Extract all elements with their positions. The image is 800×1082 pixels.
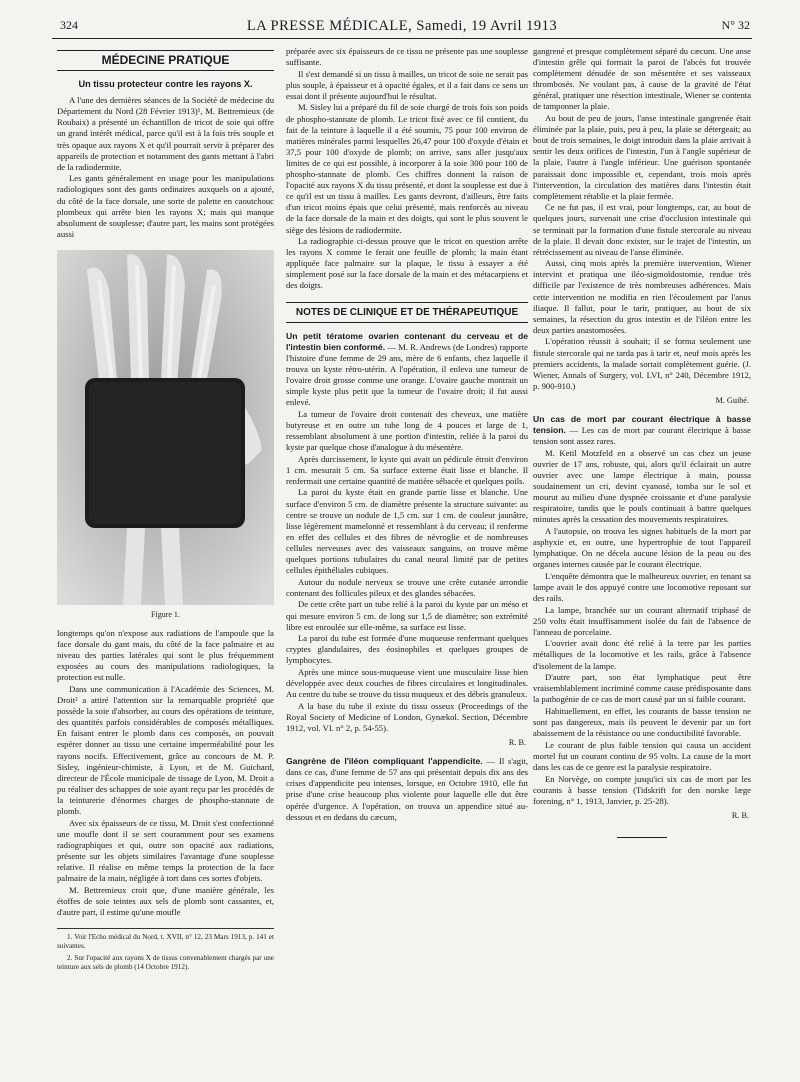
- paragraph: Les gants généralement en usage pour les manipulations radiologiques sont des gants ordinaires auxquels on a ajouté, du côté de la face dorsale, une sorte de palette en caoutchouc plombeux qui arrête bien les rayons X; mais qui manque absolument de souplesse; d'autre part, les mains sont protégées aussi: [57, 173, 274, 239]
- column-3: [533, 46, 751, 1076]
- paragraph: Au bout de peu de jours, l'anse intestinale gangrenée était éliminée par la plaie, puis, peu à peu, la plaie se détergeait; au bout de trois semaines, le doigt introduit dans la plaie arrivait à sentir les deux orifices de l'intestin, l'un à l'angle supérieur de la plaie, l'autre à l'angle inférieur. Une guérison spontanée paraissait donc impossible et, cependant, trois mois après l'intervention, la circulation des matières dans l'intestin était complètement rétablie et la plaie fermée.: [533, 113, 751, 201]
- paragraph: La paroi du kyste était en grande partie lisse et blanche. Une surface d'environ 5 cm. de diamètre présente la structure suivante: au centre se trouve un nodule de 1,5 cm. sur 1 cm. de couleur jaunâtre, lisse légèrement mamelonné et ressemblant à du cerveau; il renferme en effet des cellules et des fibres de névroglie et de nombreuses cellules nerveuses avec des vaisseaux sanguins, on trouve même quelques portions tubulaires du canal neural limité par de petites cellules épithéliales cubiques.: [286, 487, 528, 576]
- paragraph: D'autre part, son état lymphatique peut être vraisemblablement incriminé comme cause prédisposante dans la pathogénie de ce cas de mort causé par un si faible courant.: [533, 672, 751, 705]
- column-1: [57, 46, 274, 1076]
- article-title-gangrene: Gangrène de l'iléon compliquant l'appendicite.: [286, 756, 483, 767]
- paragraph: M. Ketil Motzfeld en a observé un cas chez un jeune ouvrier de 17 ans, robuste, qui, alors qu'il éclairait un autre ouvrier avec une lampe électrique à main, poussa soudainement un cri, devint cyanosé, tomba sur le sol et mourut au milieu d'une dyspnée croissante et d'une paralysie respiratoire, tandis que le pouls continuait à battre quelques minutes après la cessation des mouvements respiratoires.: [533, 447, 751, 525]
- paragraph: Après une mince sous-muqueuse vient une musculaire lisse bien développée avec deux couches de fibres circulaires et longitudinales. Au centre du tube se trouve du tissu muqueux et des débris granuleux.: [286, 666, 528, 700]
- footnote-2: 2. Sur l'opacité aux rayons X de tissus convenablement chargés par une teinture aux sels de plomb (14 Octobre 1912).: [57, 953, 274, 972]
- paragraph: — Il s'agit, dans ce cas, d'une femme de 57 ans qui présentait depuis dix ans des crises d'appendicite peu intenses, lorsque, en Octobre 1910, elle fut prise d'une crise beaucoup plus violente pour laquelle elle dut être opérée d'urgence. A l'opération, on trouva un appendice situé au-dessous et en dedans du cæcum,: [286, 756, 528, 822]
- paragraph: La tumeur de l'ovaire droit contenait des cheveux, une matière butyreuse et en outre un tube long de 4 pouces et large de 1, ressemblant absolument à une portion d'intestin, reliée à la paroi du kyste par quelque chose d'analogue à du mésentère.: [286, 408, 528, 453]
- journal-title: LA PRESSE MÉDICALE, Samedi, 19 Avril 1913: [246, 18, 558, 34]
- paragraph: Dans une communication à l'Académie des Sciences, M. Droit² a attiré l'attention sur la remarquable propriété que possède la soie d'absorber, au cours des opérations de teinture, des quantités parfois considérables de composés métalliques. En faisant entrer le plomb dans ces composés, on pouvait espérer donner au tissu une certaine imperméabilité pour les rayons nocifs. Effectivement, grâce au concours de M. P. Sisley, ingénieur-chimiste, à Lyon, et de M. Guichard, directeur de l'École municipale de tissage de Lyon, M. Droit a pu réaliser des schappes de soie ayant reçu par les procédés de la teinturerie d'énormes charges de phospho-stannate de plomb.: [57, 683, 274, 816]
- article-title-tissu-protecteur: Un tissu protecteur contre les rayons X.: [78, 79, 253, 90]
- paragraph: Ce ne fut pas, il est vrai, pour longtemps, car, au bout de quelques jours, survenait une crise d'occlusion intestinale qui se terminait par la formation d'une fistule stercorale au niveau de la plaie. Il devait donc exister, sur le trajet de l'intestin, un rétrécissement au niveau de l'anse éliminée.: [533, 202, 751, 257]
- paragraph: L'opération réussit à souhait; il se forma seulement une fistule stercorale qui ne tarda pas à tarir et, neuf mois après les premiers accidents, la malade sortait complètement guérie. (J. Wiener, Annals of Surgery, vol. LVI, n° 240, Décembre 1912, p. 900-910.): [533, 336, 751, 391]
- x-ray-hand-image: [57, 250, 274, 605]
- paragraph: M. Bettremieux croit que, d'une manière générale, les étoffes de soie teintes aux sels de plomb sont cassantes, et, d'autre part, il estime qu'une moufle: [57, 884, 274, 917]
- paragraph: gangrené et presque complètement séparé du cæcum. Une anse d'intestin grêle qui formait la paroi de l'abcès fut trouvée complètement dénudée de son mésentère et ses vaisseaux thrombosés. Ne voulant pas, à cause de la gravité de l'état général, pratiquer une résection intestinale, Wiener se contenta de tamponner la plaie.: [533, 46, 751, 112]
- section-title-notes-clinique: NOTES DE CLINIQUE ET DE THÉRAPEUTIQUE: [286, 302, 528, 323]
- footnote-1: 1. Voir l'Echo médical du Nord, t. XVII, n° 12, 23 Mars 1913, p. 141 et suivantes.: [57, 932, 274, 951]
- paragraph: M. Sisley lui a préparé du fil de soie chargé de trois fois son poids de phospho-stannate de plomb. Le tricot fixé avec ce fil contient, du fait de la teinture à laquelle il a été soumis, 75 pour 100 environ de matières minérales parmi lesquelles 26,47 pour 100 d'oxyde d'étain et 37,5 pour 100 d'oxyde de plomb; on arrive, sans aller jusqu'aux limites de ce qui est possible, à incorporer à la soie 300 pour 100 de phospho-stannate de plomb. Ces chiffres donnent la raison de l'opacité aux rayons X du tissu présenté, et dont la souplesse est due à ce qu'il est un tissu à mailles. Les gants devront, d'ailleurs, être faits d'un tricot moins épais que celui présenté, mais renforcés au niveau de la face dorsale de la main et des doigts, qui sont le plus souvent le siège des lésions de radiodermite.: [286, 102, 528, 235]
- paragraph: L'ouvrier avait donc été relié à la terre par les parties métalliques de la locomotive et les rails, grâce à l'absence d'isolement de la lampe.: [533, 638, 751, 671]
- paragraph: — Les cas de mort par courant électrique à basse tension sont assez rares.: [533, 425, 751, 447]
- paragraph: La paroi du tube est formée d'une muqueuse renfermant quelques cryptes glandulaires, des éosinophiles et quelques groupes de lymphocytes.: [286, 633, 528, 666]
- paragraph: L'enquête démontra que le malheureux ouvrier, en tenant sa lampe avait le dos appuyé contre une locomotive reposant sur des rails.: [533, 570, 751, 603]
- figure-caption: Figure 1.: [151, 609, 180, 619]
- footnotes: [57, 928, 274, 973]
- x-ray-hand-figure: [57, 250, 274, 605]
- paragraph: Habituellement, en effet, les courants de basse tension ne sont pas dangereux, mais ils peuvent le devenir par un fort abaissement de la résistance ou une conductibilité favorable.: [533, 705, 751, 739]
- paragraph: préparée avec six épaisseurs de ce tissu ne présente pas une souplesse suffisante.: [286, 46, 528, 68]
- article-title-mort-courant: Un cas de mort par courant électrique à basse tension.: [533, 414, 751, 436]
- paragraph: A l'une des dernières séances de la Société de médecine du Département du Nord (28 Février 1913)¹, M. Bettremieux (de Roubaix) a présenté un échantillon de tricot de soie qui offre un grand intérêt médical, parce qu'il est à la fois très souple et très opaque aux rayons X et qu'il pourrait servir à préparer des appareils de protection et notamment des gants mettant à l'abri de la radiodermite.: [57, 95, 274, 172]
- page-header: [52, 12, 752, 39]
- paragraph: longtemps qu'on n'expose aux radiations de l'ampoule que la face dorsale du gant mais, du côté de la face palmaire et au niveau des parties latérales qui sont le plus fréquemment exposées au cours des manipulations radiologiques, la protection est nulle.: [57, 628, 274, 683]
- page-number: 324: [60, 18, 78, 32]
- paragraph: Après durcissement, le kyste qui avait un pédicule étroit d'environ 1 cm. mesurait 5 cm. Sa surface externe était lisse et blanche. Il renfermait une certaine quantité de matière sébacée et quelques poils.: [286, 453, 528, 486]
- paragraph: A la base du tube il existe du tissu osseux (Proceedings of the Royal Society of Medicine of London, Gynækol. Section, Décembre 1912, vol. VI. n° 2, p. 54-55).: [286, 700, 528, 733]
- section-title-medecine-pratique: MÉDECINE PRATIQUE: [57, 50, 274, 71]
- paragraph: — M. R. Andrews (de Londres) rapporte l'histoire d'une femme de 29 ans, mère de 6 enfants, chez laquelle il trouva un kyste rétro-utérin. A l'opération, il enleva une tumeur de l'ovaire droit grosse comme une orange. L'ovaire gauche montrait un simple kyste plus petit que la tumeur de l'ovaire droit; il fut aussi enlevé.: [286, 341, 528, 408]
- article-title-teratome: Un petit tératome ovarien contenant du cerveau et de l'intestin bien conformé.: [286, 330, 528, 352]
- signature: M. Guibé.: [715, 395, 749, 405]
- paragraph: Autour du nodule nerveux se trouve une crête cutanée arrondie contenant des follicules pileux et des glandes sébacées.: [286, 576, 528, 598]
- paragraph: En Norvège, on compte jusqu'ici six cas de mort par les courants à basse tension (Tidskrift for den norske læge forening, n° 1, 1913, Janvier, p. 25-28).: [533, 773, 751, 806]
- paragraph: La radiographie ci-dessus prouve que le tricot en question arrête les rayons X comme le ferait une feuille de plomb; la main étant appliquée face palmaire sur la plaque, le tissu à essayer a été simplement posé sur la face dorsale de la main et des métacarpiens et des doigts.: [286, 236, 528, 291]
- paragraph: Aussi, cinq mois après la première intervention, Wiener intervint et pratiqua une iléo-sigmoïdostomie, rendue très difficile par l'existence de très nombreuses adhérences. Mais cette intervention ne modifia en rien l'écoulement par l'anus iliaque. Il fallut, pour le tarir, pratiquer, au bout de six semaines, la résection du gros intestin et de l'iléon entre les deux parties anastomosées.: [533, 258, 751, 335]
- signature: R. B.: [731, 810, 749, 820]
- signature: R. B.: [508, 738, 526, 748]
- paragraph: A l'autopsie, on trouva les signes habituels de la mort par asphyxie et, en outre, une hypertrophie de tout l'appareil lymphatique. On ne décela aucune lésion de la peau ou des organes internes causée par le courant électrique.: [533, 525, 751, 570]
- column-2: [286, 46, 528, 1076]
- issue-number: N° 32: [721, 18, 750, 32]
- paragraph: La lampe, branchée sur un courant alternatif triphasé de 250 volts était insuffisamment isolée du fait de l'absence de l'anneau de porcelaine.: [533, 604, 751, 637]
- paragraph: Il s'est demandé si un tissu à mailles, un tricot de soie ne serait pas plus souple, à épaisseur et à opacité égales, et il a fait dans ce sens un essai dont il présente aujourd'hui le résultat.: [286, 68, 528, 101]
- paragraph: De cette crête part un tube relié à la paroi du kyste par un méso et qui mesure environ 5 cm. de long sur 1,5 de diamètre; son extrémité libre est enroulée sur elle-même, sa surface est lisse.: [286, 599, 528, 632]
- paragraph: Le courant de plus faible tension qui causa un accident mortel fut un courant continu de 95 volts. La cause de la mort dans les cas de ce genre est la paralysie respiratoire.: [533, 739, 751, 772]
- paragraph: Avec six épaisseurs de ce tissu, M. Droit s'est confectionné une moufle dont il se sert couramment pour ses examens radiographiques et qui, outre son opacité aux radiations, présente sur les objets similaires l'avantage d'une souplesse relative. Il réalise en même temps la protection de la face palmaire de la main, négligée à tort dans ces sortes d'objets.: [57, 817, 274, 884]
- end-divider: [617, 837, 667, 838]
